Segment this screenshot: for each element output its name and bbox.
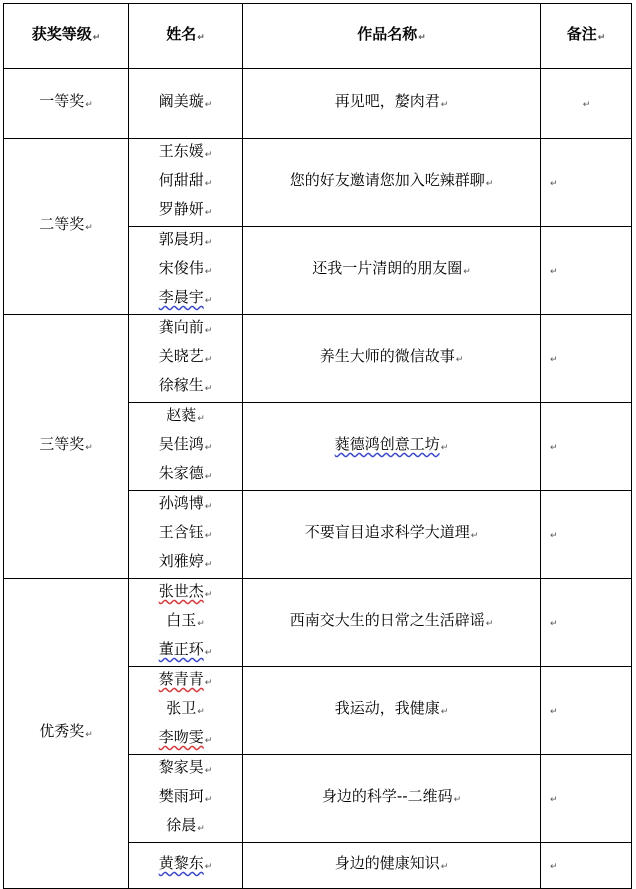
work-cell xyxy=(243,843,541,889)
paragraph-mark-icon: ↵ xyxy=(204,736,213,746)
paragraph-mark-icon: ↵ xyxy=(204,355,213,365)
person-name: 张世杰 xyxy=(158,582,204,600)
level-cell xyxy=(4,315,129,579)
paragraph-mark-icon: ↵ xyxy=(197,32,205,43)
name-line xyxy=(129,491,242,520)
person-name: 朱家德 xyxy=(158,464,204,482)
work-cell xyxy=(243,667,541,755)
paragraph-mark-icon: ↵ xyxy=(204,560,213,570)
paragraph-mark-icon: ↵ xyxy=(204,208,213,218)
paragraph-mark-icon: ↵ xyxy=(550,355,558,365)
paragraph-mark-icon: ↵ xyxy=(85,443,93,453)
name-line xyxy=(129,725,242,754)
header-level-text: 获奖等级 xyxy=(31,24,92,43)
person-name: 何甜甜 xyxy=(158,171,204,189)
table-row xyxy=(4,315,632,403)
name-line xyxy=(129,256,242,285)
name-line xyxy=(129,139,242,168)
name-line xyxy=(129,403,242,432)
header-note-text: 备注 xyxy=(566,24,597,43)
name-cell xyxy=(129,843,243,889)
paragraph-mark-icon: ↵ xyxy=(485,179,494,189)
name-line xyxy=(129,285,242,314)
paragraph-mark-icon: ↵ xyxy=(204,296,213,306)
person-name: 蔡青青 xyxy=(158,670,204,688)
paragraph-mark-icon: ↵ xyxy=(204,862,213,872)
person-name: 罗静妍 xyxy=(158,200,204,218)
person-name: 徐晨 xyxy=(166,816,197,834)
work-cell xyxy=(243,755,541,843)
name-line xyxy=(129,608,242,637)
table-row xyxy=(4,69,632,139)
name-cell xyxy=(129,315,243,403)
person-name: 张卫 xyxy=(166,699,197,717)
work-cell xyxy=(243,403,541,491)
paragraph-mark-icon: ↵ xyxy=(197,414,205,424)
work-title: 身边的科学--二维码 xyxy=(321,787,453,805)
header-row xyxy=(4,4,632,69)
work-cell xyxy=(243,69,541,139)
note-cell xyxy=(541,755,632,843)
header-level xyxy=(4,4,129,69)
paragraph-mark-icon: ↵ xyxy=(550,531,558,541)
paragraph-mark-icon: ↵ xyxy=(204,678,213,688)
paragraph-mark-icon: ↵ xyxy=(85,223,93,233)
name-line xyxy=(129,755,242,784)
work-title: 我运动，我健康 xyxy=(334,699,440,717)
paragraph-mark-icon: ↵ xyxy=(418,32,426,43)
work-cell xyxy=(243,315,541,403)
level-text: 三等奖 xyxy=(39,435,85,453)
name-cell xyxy=(129,227,243,315)
work-title: 不要盲目追求科学大道理 xyxy=(304,523,470,541)
person-name: 阚美璇 xyxy=(158,92,204,110)
work-cell xyxy=(243,579,541,667)
table-row xyxy=(4,139,632,227)
paragraph-mark-icon: ↵ xyxy=(204,150,213,160)
work-title: 养生大师的微信故事 xyxy=(319,347,455,365)
name-line xyxy=(129,667,242,696)
header-work xyxy=(243,4,541,69)
paragraph-mark-icon: ↵ xyxy=(455,355,464,365)
person-name: 李晨宇 xyxy=(158,288,204,306)
level-cell xyxy=(4,579,129,889)
paragraph-mark-icon: ↵ xyxy=(204,531,213,541)
person-name: 宋俊伟 xyxy=(158,259,204,277)
name-line xyxy=(129,520,242,549)
paragraph-mark-icon: ↵ xyxy=(470,531,479,541)
work-title: 您的好友邀请您加入吃辣群聊 xyxy=(289,171,485,189)
paragraph-mark-icon: ↵ xyxy=(550,179,558,189)
paragraph-mark-icon: ↵ xyxy=(204,590,213,600)
name-line xyxy=(129,197,242,226)
name-line xyxy=(129,315,242,344)
paragraph-mark-icon: ↵ xyxy=(550,267,558,277)
person-name: 郭晨玥 xyxy=(158,230,204,248)
work-title: 再见吧，嫠肉君 xyxy=(334,92,440,110)
name-line xyxy=(129,432,242,461)
paragraph-mark-icon: ↵ xyxy=(204,766,213,776)
paragraph-mark-icon: ↵ xyxy=(197,707,205,717)
work-cell xyxy=(243,491,541,579)
person-name: 吴佳鸿 xyxy=(158,435,204,453)
header-note xyxy=(541,4,632,69)
header-name xyxy=(129,4,243,69)
paragraph-mark-icon: ↵ xyxy=(440,862,449,872)
level-text: 一等奖 xyxy=(39,92,85,110)
paragraph-mark-icon: ↵ xyxy=(550,619,558,629)
name-line xyxy=(129,813,242,842)
paragraph-mark-icon: ↵ xyxy=(485,619,494,629)
note-cell xyxy=(541,491,632,579)
level-text: 优秀奖 xyxy=(39,722,85,740)
paragraph-mark-icon: ↵ xyxy=(440,707,449,717)
person-name: 王东媛 xyxy=(158,142,204,160)
person-name: 黄黎东 xyxy=(158,854,204,872)
note-cell xyxy=(541,403,632,491)
work-cell xyxy=(243,227,541,315)
person-name: 赵蕤 xyxy=(166,406,197,424)
paragraph-mark-icon: ↵ xyxy=(197,824,205,834)
paragraph-mark-icon: ↵ xyxy=(204,502,213,512)
level-cell xyxy=(4,69,129,139)
name-line xyxy=(129,227,242,256)
name-line xyxy=(129,344,242,373)
paragraph-mark-icon: ↵ xyxy=(204,795,213,805)
work-cell xyxy=(243,139,541,227)
person-name: 白玉 xyxy=(166,611,197,629)
note-cell xyxy=(541,579,632,667)
name-line xyxy=(129,168,242,197)
level-cell xyxy=(4,139,129,315)
paragraph-mark-icon: ↵ xyxy=(92,32,101,43)
note-cell xyxy=(541,315,632,403)
note-cell xyxy=(541,843,632,889)
paragraph-mark-icon: ↵ xyxy=(204,100,213,110)
paragraph-mark-icon: ↵ xyxy=(550,707,558,717)
paragraph-mark-icon: ↵ xyxy=(453,795,462,805)
work-title: 还我一片清朗的朋友圈 xyxy=(312,259,463,277)
paragraph-mark-icon: ↵ xyxy=(550,862,558,872)
person-name: 龚向前 xyxy=(158,318,204,336)
person-name: 李吻雯 xyxy=(158,728,204,746)
paragraph-mark-icon: ↵ xyxy=(463,267,471,277)
paragraph-mark-icon: ↵ xyxy=(204,472,213,482)
note-cell xyxy=(541,69,632,139)
name-cell xyxy=(129,139,243,227)
name-line xyxy=(129,373,242,402)
note-cell xyxy=(541,667,632,755)
name-line xyxy=(129,696,242,725)
name-line xyxy=(129,89,242,118)
awards-table xyxy=(3,3,632,889)
paragraph-mark-icon: ↵ xyxy=(440,443,449,453)
name-line xyxy=(129,461,242,490)
paragraph-mark-icon: ↵ xyxy=(550,443,558,453)
paragraph-mark-icon: ↵ xyxy=(440,100,449,110)
header-name-text: 姓名 xyxy=(166,24,197,43)
work-title: 西南交大生的日常之生活辟谣 xyxy=(289,611,485,629)
name-cell xyxy=(129,755,243,843)
name-cell xyxy=(129,69,243,139)
person-name: 黎家昊 xyxy=(158,758,204,776)
person-name: 刘雅婷 xyxy=(158,552,204,570)
name-line xyxy=(129,549,242,578)
name-cell xyxy=(129,579,243,667)
paragraph-mark-icon: ↵ xyxy=(204,267,213,277)
paragraph-mark-icon: ↵ xyxy=(197,619,205,629)
work-title: 蕤德鸿创意工坊 xyxy=(334,435,440,453)
person-name: 关晓艺 xyxy=(158,347,204,365)
paragraph-mark-icon: ↵ xyxy=(204,443,213,453)
name-line xyxy=(129,579,242,608)
paragraph-mark-icon: ↵ xyxy=(204,179,213,189)
level-text: 二等奖 xyxy=(39,215,85,233)
paragraph-mark-icon: ↵ xyxy=(582,100,591,110)
name-cell xyxy=(129,491,243,579)
paragraph-mark-icon: ↵ xyxy=(550,795,558,805)
paragraph-mark-icon: ↵ xyxy=(204,648,213,658)
paragraph-mark-icon: ↵ xyxy=(597,32,606,43)
person-name: 王含钰 xyxy=(158,523,204,541)
paragraph-mark-icon: ↵ xyxy=(85,730,93,740)
paragraph-mark-icon: ↵ xyxy=(204,238,213,248)
paragraph-mark-icon: ↵ xyxy=(204,326,213,336)
person-name: 孙鸿博 xyxy=(158,494,204,512)
person-name: 董正环 xyxy=(158,640,204,658)
table-row xyxy=(4,579,632,667)
note-cell xyxy=(541,139,632,227)
name-cell xyxy=(129,403,243,491)
person-name: 徐稼生 xyxy=(158,376,204,394)
paragraph-mark-icon: ↵ xyxy=(204,384,213,394)
name-line xyxy=(129,637,242,666)
work-title: 身边的健康知识 xyxy=(334,854,440,872)
paragraph-mark-icon: ↵ xyxy=(85,100,93,110)
name-line xyxy=(129,784,242,813)
name-line xyxy=(129,851,242,880)
name-cell xyxy=(129,667,243,755)
note-cell xyxy=(541,227,632,315)
person-name: 樊雨珂 xyxy=(158,787,204,805)
header-work-text: 作品名称 xyxy=(357,24,418,43)
